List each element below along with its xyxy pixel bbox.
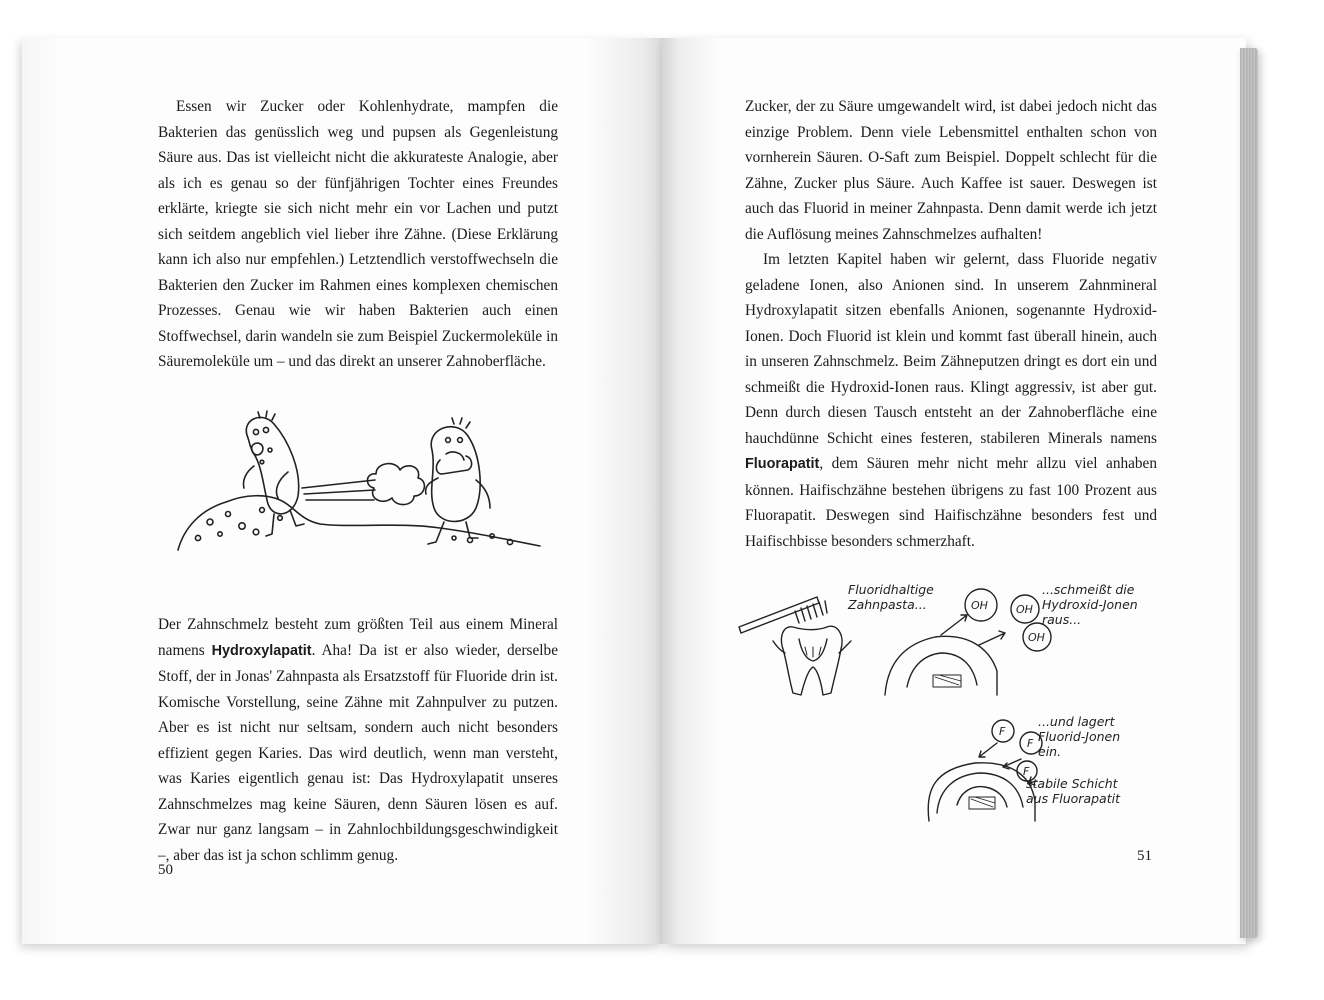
left-paragraph-2-before: Der Zahnschmelz besteht zum größten Teil aus einem Mineral namens [158,616,558,659]
ion-f-label-1: F [999,725,1006,738]
ion-oh-label-1: OH [971,599,988,612]
right-paragraph-2-before: Im letzten Kapitel haben wir gelernt, dass Fluoride negativ geladene Ionen, also Anionen sind. In unserem Zahnmineral Hydroxylapatit sitzen ebenfalls Anionen, sogenannte Hydroxid-Ionen. Doch Fluorid ist klein und kommt fast überall hinein, auch in unseren Zahnschmelz. Beim Zähneputzen dringt es dort ein und schmeißt die Hydroxid-Ionen raus. Klingt aggressiv, ist aber gut. Denn durch diesen Tausch entsteht an der Zahnoberfläche eine hauchdünne Schicht eines festeren, stabileren Minerals namens [745,251,1157,447]
right-paragraph-2 [745,247,1157,554]
term-hydroxylapatit: Hydroxylapatit [211,642,312,659]
right-text-column [745,94,1157,554]
label-fluoride-toothpaste: Fluoridhaltige Zahnpasta... [848,582,934,612]
left-page-number: 50 [158,862,173,878]
right-page-number: 51 [1137,848,1152,864]
label-kick-out-hydroxide: ...schmeißt die Hydroxid-Jonen raus... [1042,582,1138,627]
ion-f-label-2: F [1027,737,1034,750]
left-paragraph-2-text [158,612,558,868]
page-edges [1240,48,1258,938]
term-fluorapatit: Fluorapatit [745,456,820,472]
left-paragraph-2-after: . Aha! Da ist er also wieder, derselbe Stoff, der in Jonas' Zahnpasta als Ersatzstoff für Fluoride drin ist. Komische Vorstellung, seine Zähne mit Zahnpulver zu putzen. Aber es ist nicht nur seltsam, sondern auch nicht besonders effizient gegen Karies. Das wird deutlich, wenn man versteht, was Karies eigentlich genau ist: Das Hydroxylapatit unseres Zahnschmelzes mag keine Säuren, denn Säuren lösen es auf. Zwar nur ganz langsam – in Zahnlochbildungsgeschwindigkeit –, aber das ist ja schon schlimm genug. [158,641,558,864]
ion-oh-label-2: OH [1016,603,1033,616]
left-paragraph-1-text: Essen wir Zucker oder Kohlenhydrate, mampfen die Bakterien das genüsslich weg und pupsen als Gegenleistung Säure aus. Das ist vielleicht nicht die akkurateste Analogie, aber als ich es genau so der fünfjährigen Tochter eines Freundes erklärte, kriegte sie sich nicht mehr ein vor Lachen und putzt sich seitdem angeblich viel lieber ihre Zähne. (Diese Erklärung kann ich also nur empfehlen.) Letztendlich verstoffwechseln die Bakterien den Zucker im Rahmen eines komplexen chemischen Prozesses. Genau wie wir haben Bakterien auch einen Stoffwechsel, darin wandeln sie zum Beispiel Zuckermoleküle in Säuremoleküle um – und das direkt an unserer Zahnoberfläche. [158,98,558,370]
bacteria-cartoon-illustration [170,410,550,570]
left-paragraph-1 [158,94,558,375]
ion-oh-label-3: OH [1028,631,1045,644]
left-paragraph-2 [158,612,558,868]
ion-f-label-3: F [1023,765,1030,778]
label-stable-layer: stabile Schicht aus Fluorapatit [1026,776,1120,806]
right-paragraph-1: Zucker, der zu Säure umgewandelt wird, ist dabei jedoch nicht das einzige Problem. Denn viele Lebensmittel enthalten schon von vornherein Säuren. O-Saft zum Beispiel. Doppelt schlecht für die Zähne, Zucker plus Säure. Auch Kaffee ist sauer. Deswegen ist auch das Fluorid in meiner Zahnpasta. Denn damit werde ich jetzt die Auflösung meines Zahnschmelzes aufhalten! [745,98,1157,243]
label-store-fluoride: ...und lagert Fluorid-Jonen ein. [1038,714,1121,759]
right-paragraph-2-after: , dem Säuren mehr nicht mehr allzu viel anhaben können. Haifischzähne bestehen übrigens zu fast 100 Prozent aus Fluorapatit. Deswegen sind Haifischzähne besonders fest und Haifischbisse besonders schmerzhaft. [745,455,1157,550]
